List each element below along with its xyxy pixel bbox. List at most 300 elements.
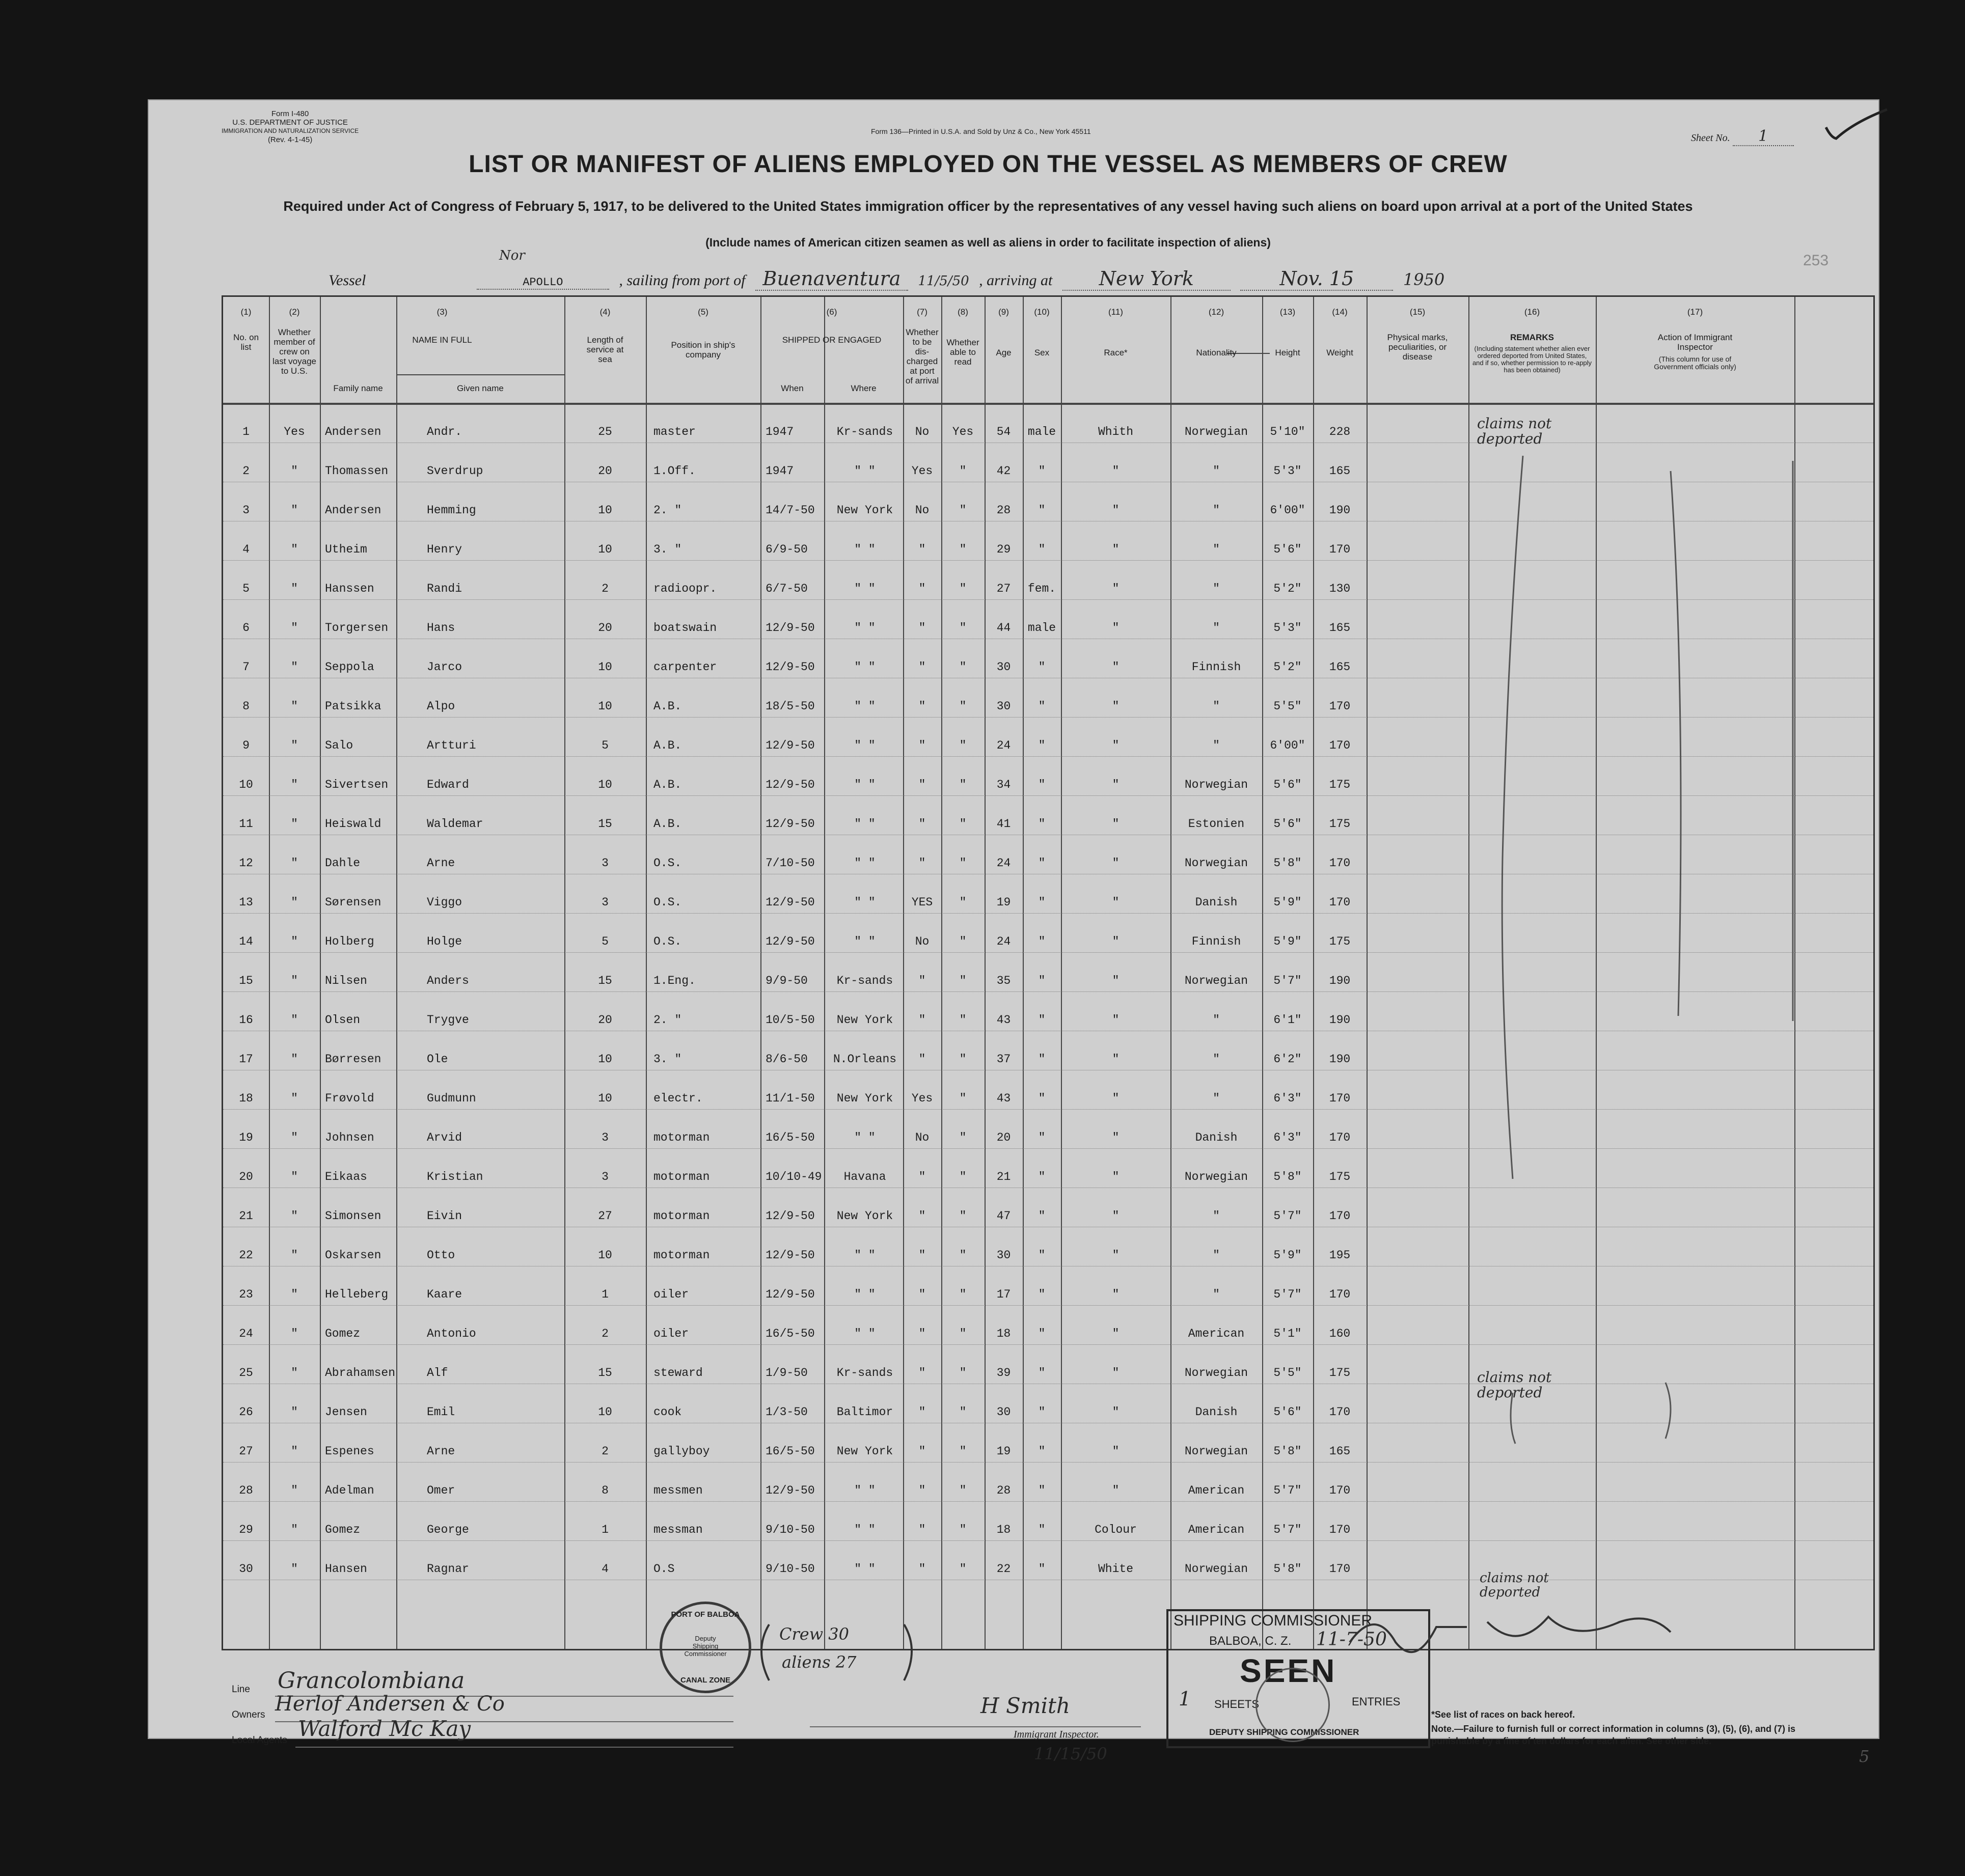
header-name-in-full: NAME IN FULL: [412, 335, 472, 345]
cell-shipped-when: 12/9-50: [766, 1249, 815, 1262]
line-label: Line: [232, 1684, 250, 1695]
cell-shipped-when: 9/10-50: [766, 1523, 815, 1536]
cell-row-number: 1: [242, 425, 250, 438]
header-weight: Weight: [1326, 348, 1353, 357]
cell-shipped-where: " ": [854, 700, 876, 713]
cell-able-to-read: ": [959, 1170, 967, 1183]
cell-race: ": [1112, 1366, 1120, 1380]
cell-length-of-service: 20: [598, 1013, 612, 1027]
cell-row-number: 12: [239, 857, 253, 870]
column-number: (2): [289, 307, 300, 317]
cell-nationality: Danish: [1195, 1405, 1238, 1419]
column-number: (8): [958, 307, 968, 317]
cell-shipped-where: Baltimor: [836, 1405, 893, 1419]
cell-to-be-discharged: YES: [911, 896, 933, 909]
vessel-flag: Nor: [499, 248, 525, 263]
cell-row-number: 18: [239, 1092, 253, 1105]
header-remarks-note: (Including statement whether alien ever ordered deported from United States, and if so, whether permission to re-apply has been obtained): [1472, 345, 1592, 374]
cell-height: 5'9": [1273, 1249, 1302, 1262]
cell-able-to-read: ": [959, 857, 967, 870]
cell-able-to-read: ": [959, 1405, 967, 1419]
cell-race: Colour: [1095, 1523, 1137, 1536]
cell-weight: 170: [1329, 1562, 1351, 1576]
cell-nationality: ": [1213, 739, 1220, 752]
header-physical-marks: Physical marks, peculiarities, or disease: [1387, 333, 1448, 362]
cell-race: ": [1112, 896, 1120, 909]
cell-last-voyage: ": [291, 1327, 298, 1340]
cell-shipped-when: 9/10-50: [766, 1562, 815, 1576]
cell-weight: 170: [1329, 1209, 1351, 1223]
vessel-name: APOLLO: [477, 276, 609, 290]
cell-nationality: ": [1213, 464, 1220, 478]
cell-race: Whith: [1098, 425, 1133, 438]
cell-height: 5'7": [1273, 1209, 1302, 1223]
cell-position: motorman: [653, 1170, 710, 1183]
cell-to-be-discharged: ": [918, 1562, 926, 1576]
cell-row-number: 28: [239, 1484, 253, 1497]
inspector-date: 11/15/50: [1034, 1744, 1107, 1763]
cell-row-number: 24: [239, 1327, 253, 1340]
cell-age: 21: [996, 1170, 1011, 1183]
cell-length-of-service: 27: [598, 1209, 612, 1223]
cell-shipped-where: " ": [854, 1562, 876, 1576]
header-position: Position in ship's company: [671, 340, 735, 360]
cell-shipped-when: 18/5-50: [766, 700, 815, 713]
header-last-voyage: Whether member of crew on last voyage to U.S.: [272, 327, 316, 376]
cell-nationality: Finnish: [1191, 935, 1241, 948]
cell-race: ": [1112, 1053, 1120, 1066]
cell-family-name: Hansen: [325, 1562, 367, 1576]
cell-nationality: Norwegian: [1184, 778, 1248, 791]
cell-to-be-discharged: ": [918, 1484, 926, 1497]
cell-position: O.S.: [653, 896, 682, 909]
cell-able-to-read: ": [959, 621, 967, 634]
column-number: (5): [698, 307, 708, 317]
cell-row-number: 13: [239, 896, 253, 909]
cell-last-voyage: ": [291, 974, 298, 987]
cell-length-of-service: 10: [598, 778, 612, 791]
header-height: Height: [1275, 348, 1300, 357]
cell-last-voyage: ": [291, 621, 298, 634]
cell-family-name: Dahle: [325, 857, 361, 870]
cell-weight: 170: [1329, 700, 1351, 713]
cell-nationality: ": [1213, 1209, 1220, 1223]
cell-last-voyage: ": [291, 817, 298, 831]
cell-nationality: Norwegian: [1184, 857, 1248, 870]
cell-family-name: Frøvold: [325, 1092, 374, 1105]
cell-age: 24: [996, 935, 1011, 948]
cell-row-number: 2: [242, 464, 250, 478]
cell-height: 5'1": [1273, 1327, 1302, 1340]
cell-able-to-read: ": [959, 778, 967, 791]
cell-race: ": [1112, 1209, 1120, 1223]
cell-given-name: Ole: [427, 1053, 448, 1066]
cell-sex: male: [1027, 621, 1056, 634]
cell-able-to-read: ": [959, 1445, 967, 1458]
cell-race: ": [1112, 1445, 1120, 1458]
cell-nationality: Norwegian: [1184, 1366, 1248, 1380]
cell-row-number: 15: [239, 974, 253, 987]
cell-length-of-service: 10: [598, 1053, 612, 1066]
cell-shipped-when: 8/6-50: [766, 1053, 808, 1066]
cell-position: A.B.: [653, 700, 682, 713]
cell-able-to-read: ": [959, 1013, 967, 1027]
cell-able-to-read: ": [959, 935, 967, 948]
cell-length-of-service: 15: [598, 1366, 612, 1380]
cell-position: master: [653, 425, 696, 438]
cell-age: 41: [996, 817, 1011, 831]
cell-sex: ": [1038, 935, 1046, 948]
cell-given-name: Henry: [427, 543, 462, 556]
cell-position: motorman: [653, 1249, 710, 1262]
cell-age: 18: [996, 1523, 1011, 1536]
cell-last-voyage: ": [291, 1445, 298, 1458]
cell-age: 42: [996, 464, 1011, 478]
cell-age: 24: [996, 857, 1011, 870]
cell-row-number: 9: [242, 739, 250, 752]
cell-family-name: Utheim: [325, 543, 367, 556]
cell-family-name: Gomez: [325, 1523, 361, 1536]
cell-sex: ": [1038, 1405, 1046, 1419]
cell-to-be-discharged: ": [918, 700, 926, 713]
cell-weight: 170: [1329, 739, 1351, 752]
cell-family-name: Andersen: [325, 425, 381, 438]
cell-to-be-discharged: ": [918, 1249, 926, 1262]
header-shipped: SHIPPED OR ENGAGED: [782, 335, 882, 345]
cell-length-of-service: 10: [598, 1249, 612, 1262]
cell-row-number: 23: [239, 1288, 253, 1301]
cell-position: 3. ": [653, 543, 682, 556]
cell-last-voyage: ": [291, 700, 298, 713]
cell-race: ": [1112, 700, 1120, 713]
cell-able-to-read: ": [959, 817, 967, 831]
header-sex: Sex: [1034, 348, 1050, 357]
cell-to-be-discharged: ": [918, 660, 926, 674]
cell-weight: 170: [1329, 857, 1351, 870]
arrival-year: 1950: [1403, 270, 1445, 289]
cell-length-of-service: 5: [602, 739, 609, 752]
cell-shipped-when: 1/3-50: [766, 1405, 808, 1419]
cell-able-to-read: ": [959, 896, 967, 909]
cell-able-to-read: ": [959, 1209, 967, 1223]
cell-length-of-service: 20: [598, 621, 612, 634]
cell-to-be-discharged: ": [918, 1013, 926, 1027]
cell-shipped-when: 16/5-50: [766, 1327, 815, 1340]
cell-given-name: Antonio: [427, 1327, 476, 1340]
cell-length-of-service: 2: [602, 1445, 609, 1458]
cell-given-name: Waldemar: [427, 817, 483, 831]
cell-age: 30: [996, 1405, 1011, 1419]
cell-row-number: 8: [242, 700, 250, 713]
cell-to-be-discharged: ": [918, 857, 926, 870]
cell-age: 22: [996, 1562, 1011, 1576]
cell-given-name: Arne: [427, 857, 455, 870]
cell-shipped-where: " ": [854, 1327, 876, 1340]
column-number: (9): [998, 307, 1009, 317]
cell-shipped-where: " ": [854, 1249, 876, 1262]
column-number: (17): [1687, 307, 1703, 317]
cell-family-name: Seppola: [325, 660, 374, 674]
cell-shipped-where: " ": [854, 739, 876, 752]
cell-length-of-service: 10: [598, 1092, 612, 1105]
arriving-label: , arriving at: [979, 272, 1053, 289]
cell-position: A.B.: [653, 817, 682, 831]
cell-last-voyage: ": [291, 504, 298, 517]
cell-sex: ": [1038, 1209, 1046, 1223]
cell-shipped-where: " ": [854, 464, 876, 478]
cell-age: 37: [996, 1053, 1011, 1066]
cell-nationality: Norwegian: [1184, 974, 1248, 987]
cell-length-of-service: 5: [602, 935, 609, 948]
cell-shipped-where: New York: [836, 1092, 893, 1105]
cell-age: 30: [996, 700, 1011, 713]
cell-sex: ": [1038, 817, 1046, 831]
cell-given-name: Sverdrup: [427, 464, 483, 478]
header-discharged: Whether to be dis-charged at port of arrival: [905, 327, 939, 385]
cell-sex: ": [1038, 1366, 1046, 1380]
cell-position: boatswain: [653, 621, 717, 634]
cell-able-to-read: ": [959, 974, 967, 987]
cell-to-be-discharged: ": [918, 817, 926, 831]
cell-height: 5'5": [1273, 700, 1302, 713]
cell-to-be-discharged: ": [918, 543, 926, 556]
cell-race: ": [1112, 1484, 1120, 1497]
agents-value: Walford Mc Kay: [298, 1716, 471, 1741]
cell-row-number: 20: [239, 1170, 253, 1183]
cell-length-of-service: 20: [598, 464, 612, 478]
cell-nationality: ": [1213, 1249, 1220, 1262]
cell-to-be-discharged: No: [915, 425, 930, 438]
cell-age: 54: [996, 425, 1011, 438]
cell-row-number: 10: [239, 778, 253, 791]
cell-given-name: Arvid: [427, 1131, 462, 1144]
cell-length-of-service: 3: [602, 857, 609, 870]
cell-height: 6'00": [1270, 739, 1305, 752]
column-number: (10): [1034, 307, 1050, 317]
cell-race: ": [1112, 1249, 1120, 1262]
seal-middle-text: Deputy Shipping Commissioner: [684, 1635, 727, 1658]
cell-position: messmen: [653, 1484, 703, 1497]
form-number: Form I-480: [271, 109, 309, 118]
agents-rule: [295, 1747, 733, 1748]
cell-last-voyage: ": [291, 1405, 298, 1419]
cell-weight: 165: [1329, 660, 1351, 674]
cell-shipped-when: 9/9-50: [766, 974, 808, 987]
cell-last-voyage: ": [291, 660, 298, 674]
claims-not-deported-2: claims not deported: [1477, 1369, 1552, 1401]
corner-mark: 5: [1859, 1747, 1870, 1766]
sailing-port: Buenaventura: [755, 267, 908, 291]
cell-sex: fem.: [1027, 582, 1056, 595]
cell-row-number: 27: [239, 1445, 253, 1458]
line-value: Grancolombiana: [278, 1668, 465, 1694]
cell-family-name: Sivertsen: [325, 778, 389, 791]
cell-position: cook: [653, 1405, 682, 1419]
arrival-port: New York: [1062, 267, 1231, 291]
cell-race: ": [1112, 543, 1120, 556]
cell-row-number: 22: [239, 1249, 253, 1262]
cell-given-name: Emil: [427, 1405, 455, 1419]
cell-to-be-discharged: ": [918, 1170, 926, 1183]
cell-family-name: Eikaas: [325, 1170, 367, 1183]
claims-not-deported-3: claims not deported: [1480, 1570, 1549, 1600]
cell-height: 6'3": [1273, 1092, 1302, 1105]
cell-length-of-service: 10: [598, 660, 612, 674]
cell-given-name: Kaare: [427, 1288, 462, 1301]
cell-length-of-service: 15: [598, 974, 612, 987]
cell-length-of-service: 10: [598, 1405, 612, 1419]
cell-position: 3. ": [653, 1053, 682, 1066]
cell-sex: ": [1038, 543, 1046, 556]
cell-shipped-when: 12/9-50: [766, 1288, 815, 1301]
cell-sex: ": [1038, 1484, 1046, 1497]
cell-length-of-service: 8: [602, 1484, 609, 1497]
cell-shipped-when: 10/5-50: [766, 1013, 815, 1027]
cell-nationality: Finnish: [1191, 660, 1241, 674]
cell-family-name: Johnsen: [325, 1131, 374, 1144]
header-action: Action of Immigrant Inspector: [1657, 333, 1733, 352]
cell-shipped-where: New York: [836, 1209, 893, 1223]
cell-able-to-read: ": [959, 1053, 967, 1066]
cell-able-to-read: ": [959, 1288, 967, 1301]
aliens-count: aliens 27: [782, 1652, 857, 1672]
cell-nationality: ": [1213, 621, 1220, 634]
cell-to-be-discharged: ": [918, 621, 926, 634]
cell-able-to-read: ": [959, 1366, 967, 1380]
cell-to-be-discharged: ": [918, 1288, 926, 1301]
cell-weight: 170: [1329, 1131, 1351, 1144]
cell-height: 5'2": [1273, 582, 1302, 595]
header-length-service: Length of service at sea: [586, 335, 624, 364]
cell-family-name: Simonsen: [325, 1209, 381, 1223]
cell-height: 5'8": [1273, 1562, 1302, 1576]
cell-given-name: George: [427, 1523, 469, 1536]
cell-able-to-read: ": [959, 1327, 967, 1340]
cell-weight: 165: [1329, 1445, 1351, 1458]
cell-position: 2. ": [653, 1013, 682, 1027]
cell-row-number: 7: [242, 660, 250, 674]
cell-nationality: ": [1213, 700, 1220, 713]
cell-sex: ": [1038, 974, 1046, 987]
cell-sex: ": [1038, 1053, 1046, 1066]
column-number: (11): [1108, 307, 1123, 317]
cell-position: oiler: [653, 1288, 689, 1301]
cell-length-of-service: 3: [602, 1170, 609, 1183]
cell-sex: ": [1038, 896, 1046, 909]
header-remarks: REMARKS: [1510, 333, 1554, 342]
cell-position: O.S.: [653, 857, 682, 870]
cell-family-name: Oskarsen: [325, 1249, 381, 1262]
cell-race: ": [1112, 935, 1120, 948]
cell-row-number: 14: [239, 935, 253, 948]
cell-row-number: 29: [239, 1523, 253, 1536]
header-able-read: Whether able to read: [946, 338, 979, 367]
column-number: (13): [1279, 307, 1296, 317]
cell-sex: male: [1027, 425, 1056, 438]
cell-sex: ": [1038, 504, 1046, 517]
form-revision: (Rev. 4-1-45): [267, 135, 313, 144]
cell-last-voyage: ": [291, 1013, 298, 1027]
sailing-date: 11/5/50: [918, 273, 969, 289]
cell-shipped-where: " ": [854, 817, 876, 831]
cell-shipped-when: 1/9-50: [766, 1366, 808, 1380]
cell-age: 30: [996, 1249, 1011, 1262]
cell-weight: 170: [1329, 896, 1351, 909]
cell-family-name: Jensen: [325, 1405, 367, 1419]
cell-last-voyage: ": [291, 1288, 298, 1301]
cell-row-number: 26: [239, 1405, 253, 1419]
cell-row-number: 6: [242, 621, 250, 634]
cell-nationality: Norwegian: [1184, 1562, 1248, 1576]
cell-height: 5'2": [1273, 660, 1302, 674]
cell-weight: 170: [1329, 1288, 1351, 1301]
cell-race: ": [1112, 817, 1120, 831]
cell-race: ": [1112, 582, 1120, 595]
cell-last-voyage: ": [291, 1092, 298, 1105]
cell-shipped-where: " ": [854, 1523, 876, 1536]
service-name: IMMIGRATION AND NATURALIZATION SERVICE: [222, 127, 359, 134]
cell-height: 5'3": [1273, 464, 1302, 478]
column-number: (12): [1208, 307, 1224, 317]
department-name: U.S. DEPARTMENT OF JUSTICE: [232, 118, 348, 127]
cell-height: 5'6": [1273, 817, 1302, 831]
cell-row-number: 21: [239, 1209, 253, 1223]
cell-weight: 170: [1329, 1484, 1351, 1497]
column-number: (4): [599, 307, 611, 317]
cell-position: oiler: [653, 1327, 689, 1340]
cell-race: ": [1112, 1092, 1120, 1105]
header-race: Race*: [1104, 348, 1128, 357]
header-action-note: (This column for use of Government officials only): [1654, 355, 1736, 371]
cell-nationality: Norwegian: [1184, 425, 1248, 438]
stamp-entries-label: ENTRIES: [1352, 1695, 1401, 1708]
cell-given-name: Arne: [427, 1445, 455, 1458]
cell-height: 5'6": [1273, 1405, 1302, 1419]
cell-shipped-when: 1947: [766, 425, 794, 438]
cell-family-name: Adelman: [325, 1484, 374, 1497]
cell-given-name: Ragnar: [427, 1562, 469, 1576]
cell-position: 2. ": [653, 504, 682, 517]
cell-nationality: American: [1188, 1327, 1245, 1340]
cell-family-name: Espenes: [325, 1445, 374, 1458]
column-number: (14): [1332, 307, 1348, 317]
handwritten-strokes: [1472, 440, 1828, 1510]
cell-row-number: 5: [242, 582, 250, 595]
cell-family-name: Børresen: [325, 1053, 381, 1066]
cell-last-voyage: ": [291, 582, 298, 595]
cell-shipped-where: " ": [854, 660, 876, 674]
cell-age: 34: [996, 778, 1011, 791]
cell-to-be-discharged: ": [918, 1366, 926, 1380]
cell-age: 43: [996, 1013, 1011, 1027]
page-subtitle: Required under Act of Congress of February 5, 1917, to be delivered to the United States immigration officer by the representatives of any vessel having such aliens on board upon arrival at a port of the United States: [283, 199, 1693, 214]
cell-last-voyage: ": [291, 896, 298, 909]
cell-height: 6'3": [1273, 1131, 1302, 1144]
inspector-signature: H Smith: [980, 1693, 1070, 1718]
cell-shipped-when: 12/9-50: [766, 621, 815, 634]
cell-family-name: Thomassen: [325, 464, 389, 478]
cell-given-name: Alpo: [427, 700, 455, 713]
cell-nationality: ": [1213, 582, 1220, 595]
column-number: (3): [436, 307, 448, 317]
cell-shipped-when: 16/5-50: [766, 1131, 815, 1144]
cell-given-name: Jarco: [427, 660, 462, 674]
column-number: (7): [917, 307, 927, 317]
cell-position: A.B.: [653, 739, 682, 752]
cell-to-be-discharged: ": [918, 778, 926, 791]
cell-nationality: Danish: [1195, 1131, 1238, 1144]
cell-position: O.S.: [653, 935, 682, 948]
